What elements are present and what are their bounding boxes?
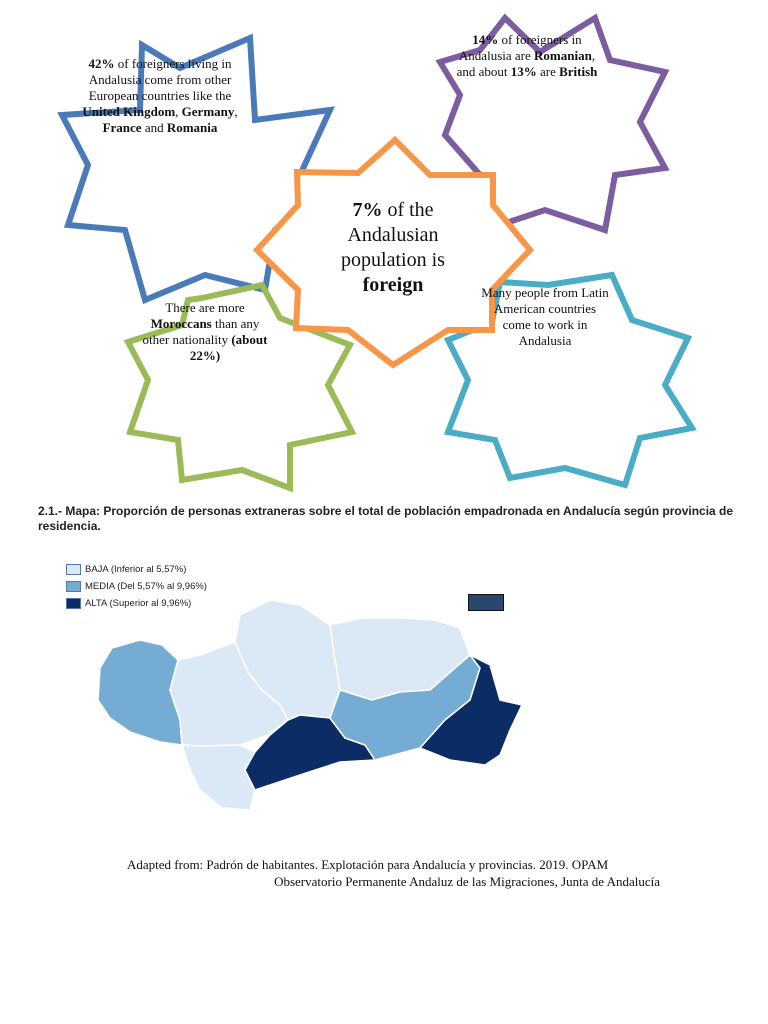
legend-item-media [66, 578, 207, 595]
province-huelva [98, 640, 182, 745]
source-line-1: Adapted from: Padrón de habitantes. Explotación para Andalucía y provincias. 2019. OPAM [127, 857, 609, 872]
legend-item-baja [66, 561, 207, 578]
andalusia-map [90, 595, 530, 820]
province-cadiz [182, 745, 255, 810]
legend-label: ALTA (Superior al 9,96%) [85, 598, 192, 609]
source-line-2: Observatorio Permanente Andaluz de las Migraciones, Junta de Andalucía [274, 874, 660, 889]
star-green-text: There are more Moroccans than any other nationality (about 22%) [142, 300, 268, 363]
star-purple-text: 14% of foreigners in Andalusia are Romanian, and about 13% are British [456, 32, 598, 79]
source-citation [120, 856, 660, 890]
star-cyan-text: Many people from Latin American countries come to work in Andalusia [481, 285, 609, 348]
map-title: 2.1.- Mapa: Proporción de personas extraneras sobre el total de población empadronada en Andalucía según provincia de residencia. [38, 504, 734, 533]
legend-swatch [66, 598, 81, 609]
infographic-stars [0, 0, 768, 500]
legend-label: BAJA (Inferior al 5,57%) [85, 564, 187, 575]
star-center-text: 7% of the Andalusian population is foreign [341, 199, 445, 296]
legend-swatch [66, 564, 81, 575]
legend-label: MEDIA (Del 5,57% al 9,96%) [85, 581, 207, 592]
legend-swatch [66, 581, 81, 592]
star-blue-text: 42% of foreigners living in Andalusia come from other European countries like the United Kingdom, Germany, France and Romania [82, 56, 238, 135]
